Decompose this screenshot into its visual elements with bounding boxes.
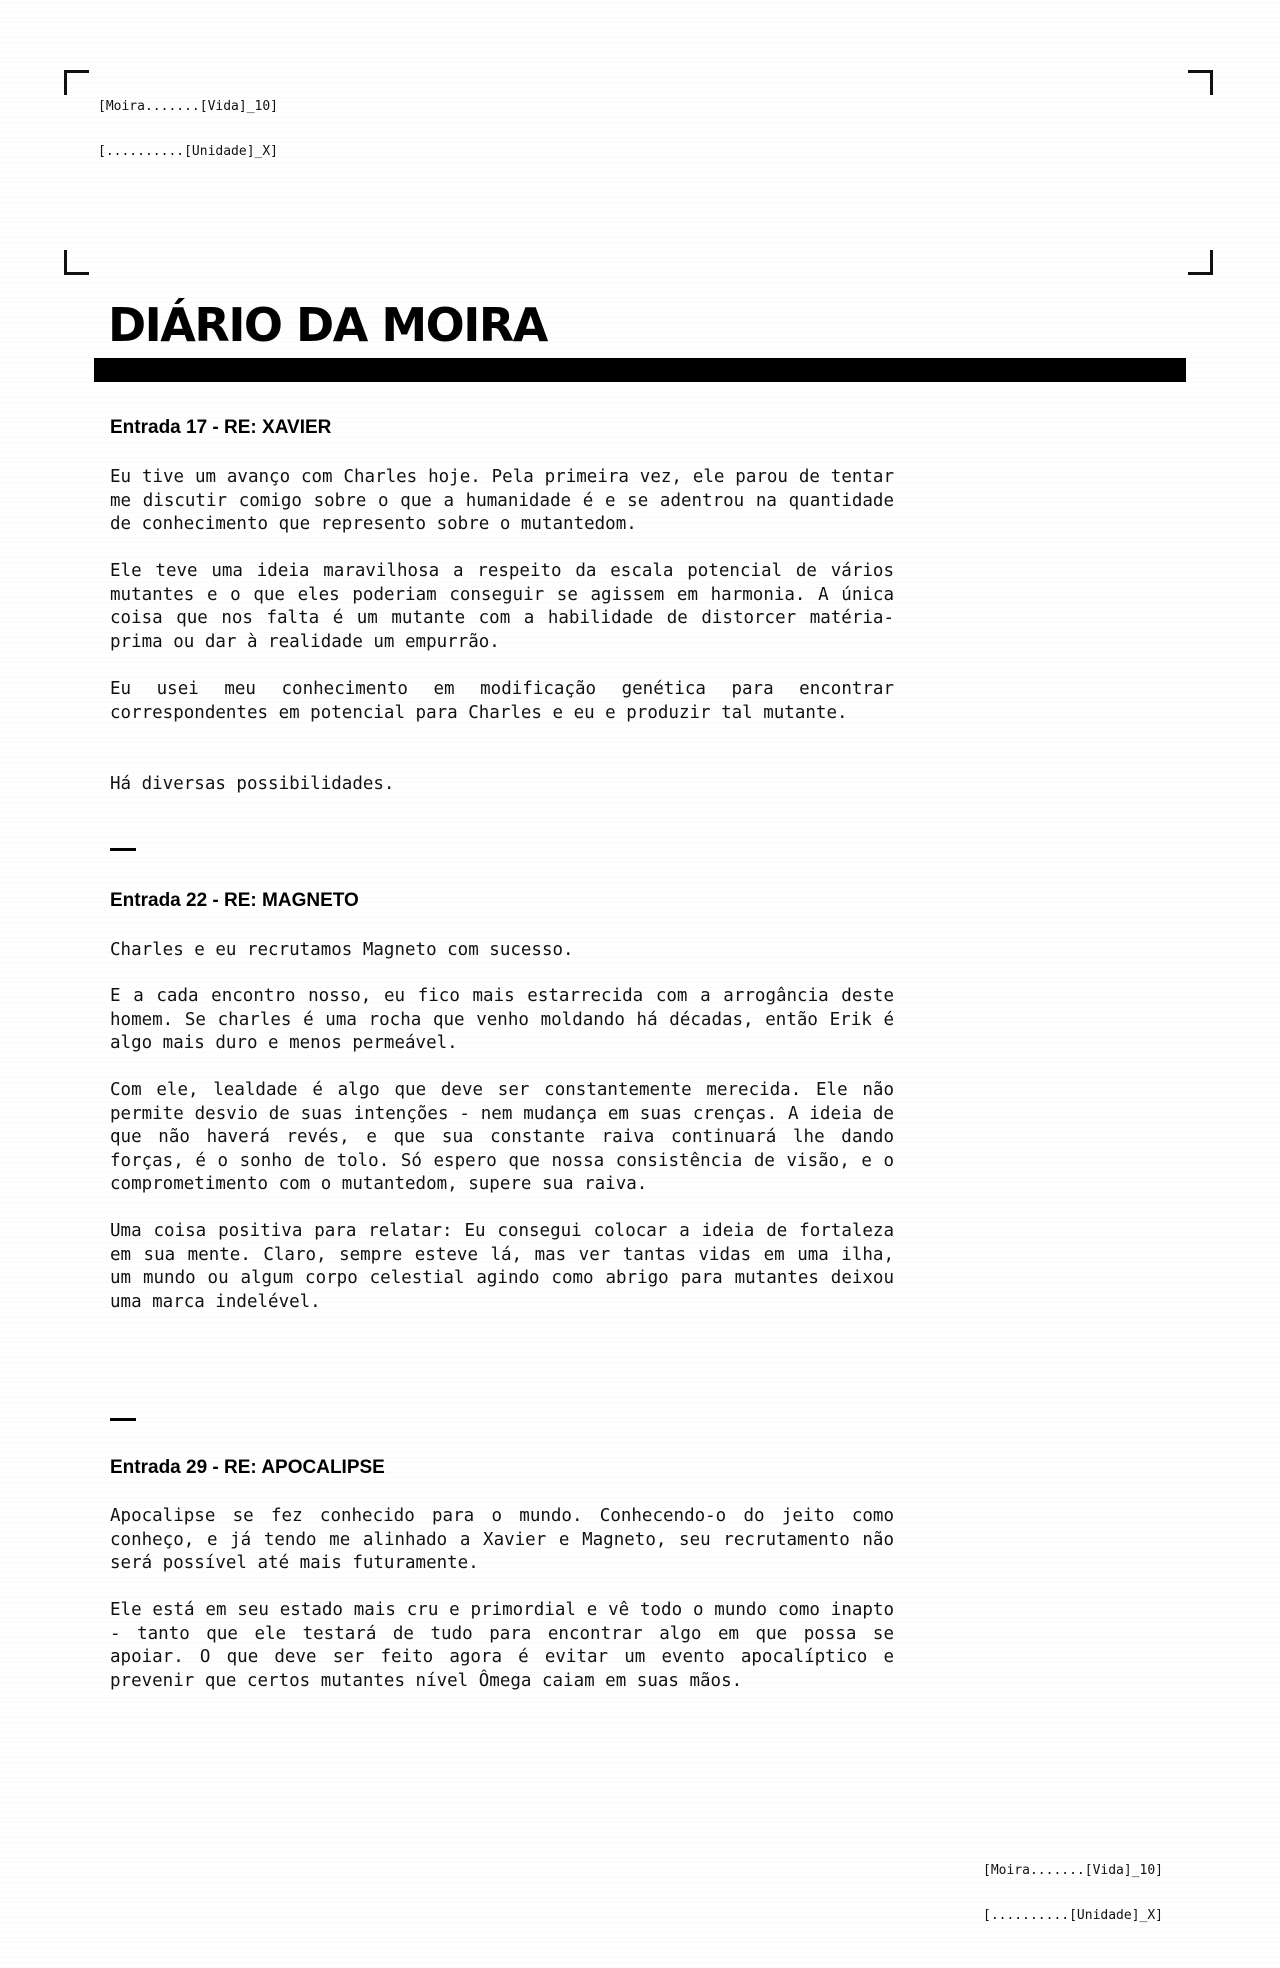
entry-title: Entrada 29 - RE: APOCALIPSE [110,1457,385,1478]
footer-code-line-2: [..........[Unidade]_X] [983,1908,1164,1923]
entry-paragraph: Eu tive um avanço com Charles hoje. Pela primeira vez, ele parou de tentar me discutir comigo sobre o que a humanidade é e se adentrou na quantidade de conhecimento que represento sobre o mutantedom. [110,467,894,534]
frame-corner-top-right [1188,70,1213,95]
footer-code [983,1833,1163,1938]
page-title: DIÁRIO DA MOIRA [108,298,547,352]
entry-paragraph: Ele teve uma ideia maravilhosa a respeito da escala potencial de vários mutantes e o que eles poderiam conseguir se agissem em harmonia. A única coisa que nos falta é um mutante com a habilidade de distorcer matéria-prima ou dar à realidade um empurrão. [110,561,894,652]
entry-paragraph: Com ele, lealdade é algo que deve ser constantemente merecida. Ele não permite desvio de suas intenções - nem mudança em suas crenças. A ideia de que não haverá revés, e que sua constante raiva continuará lhe dando forças, é o sonho de tolo. Só espero que nossa consistência de visão, e o comprometimento com o mutantedom, supere sua raiva. [110,1080,894,1194]
header-code-line-1: [Moira.......[Vida]_10] [98,99,279,114]
header-code [98,69,278,174]
title-underline-bar [94,358,1186,382]
entry-separator [110,848,136,851]
entry-paragraph: Ele está em seu estado mais cru e primordial e vê todo o mundo como inapto - tanto que ele testará de tudo para encontrar algo em que possa se apoiar. O que deve ser feito agora é evitar um evento apocalíptico e prevenir que certos mutantes nível Ômega caiam em suas mãos. [110,1600,894,1691]
entry-paragraph: Eu usei meu conhecimento em modificação genética para encontrar correspondentes em potencial para Charles e eu e produzir tal mutante. [110,679,894,723]
entry-paragraph: Apocalipse se fez conhecido para o mundo. Conhecendo-o do jeito como conheço, e já tendo me alinhado a Xavier e Magneto, seu recrutamento não será possível até mais futuramente. [110,1506,894,1573]
frame-corner-bottom-left [64,250,89,275]
entry-title: Entrada 22 - RE: MAGNETO [110,890,359,911]
frame-corner-bottom-right [1188,250,1213,275]
entry-paragraph: Uma coisa positiva para relatar: Eu consegui colocar a ideia de fortaleza em sua mente. Claro, sempre esteve lá, mas ver tantas vidas em uma ilha, um mundo ou algum corpo celestial agindo como abrigo para mutantes deixou uma marca indelével. [110,1221,894,1312]
entry-paragraph: Charles e eu recrutamos Magneto com sucesso. [110,940,574,960]
entry-separator [110,1418,136,1421]
entry-title: Entrada 17 - RE: XAVIER [110,417,332,438]
footer-code-line-1: [Moira.......[Vida]_10] [983,1863,1164,1878]
header-code-line-2: [..........[Unidade]_X] [98,144,279,159]
entry-paragraph: E a cada encontro nosso, eu fico mais estarrecida com a arrogância deste homem. Se charles é uma rocha que venho moldando há décadas, então Erik é algo mais duro e menos permeável. [110,986,894,1053]
frame-corner-top-left [64,70,89,95]
entry-paragraph: Há diversas possibilidades. [110,774,395,794]
